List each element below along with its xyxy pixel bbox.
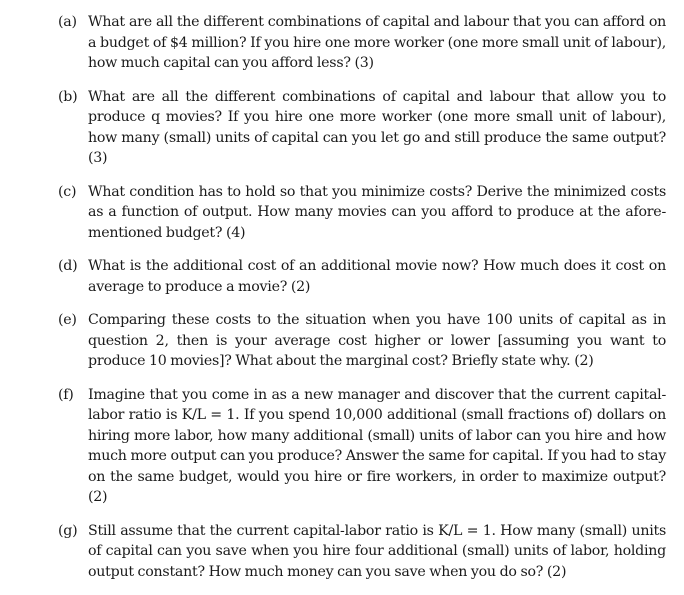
question-a [58, 12, 666, 74]
question-text: What is the additional cost of an additional movie now? How much does it cost on average to produce a movie? (2) [88, 258, 666, 295]
question-text: Imagine that you come in as a new manager and discover that the current capital-labor ratio is K/L = 1. If you spend 10,000 additional (small fractions of) dollars on hiring more labor, how many additional (small) units of labor can you hire and how much more output can you produce? Answer the same for capital. If you had to stay on the same budget, would you hire or fire workers, in order to maximize output? (2) [88, 386, 666, 505]
question-d [58, 256, 666, 297]
question-b [58, 87, 666, 169]
question-label: (a) [58, 14, 77, 30]
question-list [58, 12, 666, 595]
question-c [58, 182, 666, 244]
question-e [58, 310, 666, 372]
question-label: (b) [58, 88, 78, 105]
question-f [58, 385, 666, 508]
question-label: (e) [58, 312, 77, 328]
question-label: (g) [58, 522, 78, 539]
question-g [58, 521, 666, 583]
question-text: What condition has to hold so that you minimize costs? Derive the minimized costs as a function of output. How many movies can you afford to produce at the afore-mentioned budget? (4) [88, 183, 666, 241]
question-text: Still assume that the current capital-labor ratio is K/L = 1. How many (small) units of capital can you save when you hire four additional (small) units of labor, holding output constant? How much money can you save when you do so? (2) [88, 522, 666, 580]
question-label: (d) [58, 258, 78, 274]
question-text: What are all the different combinations of capital and labour that you can afford on a budget of $4 million? If you hire one more worker (one more small unit of labour), how much capital can you afford less? (3) [88, 14, 666, 71]
question-label: (f) [58, 386, 74, 403]
question-text: Comparing these costs to the situation when you have 100 units of capital as in question 2, then is your average cost higher or lower [assuming you want to produce 10 movies]? What about the marginal cost? Briefly state why. (2) [88, 312, 666, 369]
question-label: (c) [58, 183, 77, 200]
question-text: What are all the different combinations of capital and labour that allow you to produce q movies? If you hire one more worker (one more small unit of labour), how many (small) units of capital can you let go and still produce the same output? (3) [88, 88, 666, 166]
